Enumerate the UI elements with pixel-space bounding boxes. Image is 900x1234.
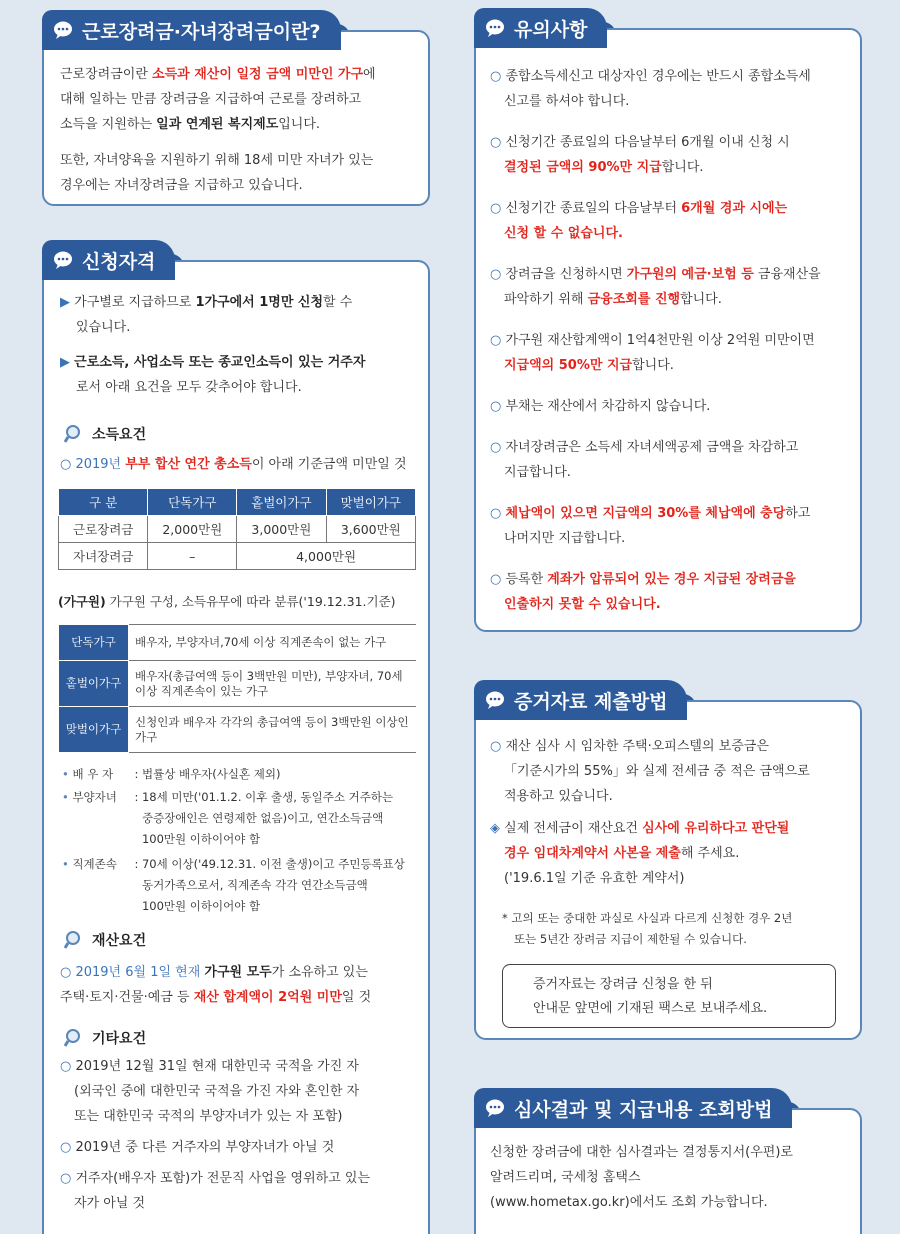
intro-paragraph-1: 근로장려금이란 소득과 재산이 일정 금액 미만인 가구에 대해 일하는 만큼 장려금을 지급하여 근로를 장려하고 소득을 지원하는 일과 연계된 복지제도입니다. xyxy=(60,67,376,132)
note-item: ○ 등록한 계좌가 압류되어 있는 경우 지급된 장려금을 인출하지 못할 수 있습니다. xyxy=(490,572,796,612)
table-cell: – xyxy=(148,543,237,570)
note-item: ○ 종합소득세신고 대상자인 경우에는 반드시 종합소득세 신고를 하셔야 합니다. xyxy=(490,69,811,109)
intro-title: 근로장려금·자녀장려금이란? xyxy=(42,10,341,50)
table-header: 맞벌이가구 xyxy=(326,489,415,516)
definition-item: • 부양자녀 : 18세 미만('01.1.2. 이후 출생, 동일주소 거주하는 중증장애인은 연령제한 없음)이고, 연간소득금액 100만원 이하이어야 함 xyxy=(62,790,394,846)
eligibility-title: 신청자격 xyxy=(42,240,175,280)
table-header: 홑벌이가구 xyxy=(237,489,326,516)
table-cell: 자녀장려금 xyxy=(59,543,148,570)
income-heading: 소득요건 xyxy=(64,424,146,444)
proof-footnote: * 고의 또는 중대한 과실로 사실과 다르게 신청한 경우 2년 또는 5년간 장려금 지급이 제한될 수 있습니다. xyxy=(502,911,793,946)
magnifier-icon xyxy=(64,930,84,950)
note-item: ○ 장려금을 신청하시면 가구원의 예금·보험 등 금융재산을 파악하기 위해 금융조회를 진행합니다. xyxy=(490,267,821,307)
list-item: ○ 2019년 12월 31일 현재 대한민국 국적을 가진 자 (외국인 중에 대한민국 국적을 가진 자와 혼인한 자 또는 대한민국 국적의 부양자녀가 있는 자 포함) xyxy=(60,1059,360,1124)
proof-panel xyxy=(474,690,862,1040)
table-cell: 2,000만원 xyxy=(148,516,237,543)
list-item: ○ 거주자(배우자 포함)가 전문직 사업을 영위하고 있는 자가 아닐 것 xyxy=(60,1171,371,1211)
speech-icon xyxy=(52,250,74,270)
table-cell: 3,000만원 xyxy=(237,516,326,543)
eligibility-bullet-2: ▶ 근로소득, 사업소득 또는 종교인소득이 있는 거주자 로서 아래 요건을 모두 갖추어야 합니다. xyxy=(60,355,366,395)
note-item: ○ 신청기간 종료일의 다음날부터 6개월 이내 신청 시 결정된 금액의 90%만 지급합니다. xyxy=(490,135,790,175)
etc-heading: 기타요건 xyxy=(64,1028,146,1048)
table-cell: 근로장려금 xyxy=(59,516,148,543)
note-item: ○ 자녀장려금은 소득세 자녀세액공제 금액을 차감하고 지급합니다. xyxy=(490,440,799,480)
proof-paragraph-1: ○ 재산 심사 시 임차한 주택·오피스텔의 보증금은 「기준시가의 55%」와 실제 전세금 중 적은 금액으로 적용하고 있습니다. xyxy=(490,739,810,804)
table-cell: 단독가구 xyxy=(59,625,129,661)
speech-icon xyxy=(484,690,506,710)
speech-icon xyxy=(484,18,506,38)
table-cell: 4,000만원 xyxy=(237,543,416,570)
proof-fax-box: 증거자료는 장려금 신청을 한 뒤 안내문 앞면에 기재된 팩스로 보내주세요. xyxy=(502,964,836,1028)
note-item: ○ 가구원 재산합계액이 1억4천만원 이상 2억원 미만이면 지급액의 50%만 지급합니다. xyxy=(490,333,815,373)
result-text: 신청한 장려금에 대한 심사결과는 결정통지서(우편)로 알려드리며, 국세청 홈택스 (www.hometax.go.kr)에서도 조회 가능합니다. xyxy=(490,1145,793,1210)
income-condition: ○ 2019년 부부 합산 연간 총소득이 아래 기준금액 미만일 것 xyxy=(60,457,407,472)
etc-conditions xyxy=(60,1054,420,1216)
speech-icon xyxy=(484,1098,506,1118)
result-title: 심사결과 및 지급내용 조회방법 xyxy=(474,1088,792,1128)
intro-panel xyxy=(42,20,430,206)
table-cell: 맞벌이가구 xyxy=(59,707,129,753)
note-item: ○ 부채는 재산에서 차감하지 않습니다. xyxy=(490,399,711,414)
eligibility-panel xyxy=(42,250,430,1234)
notes-panel xyxy=(474,18,862,632)
speech-icon xyxy=(52,20,74,40)
table-header: 단독가구 xyxy=(148,489,237,516)
income-table xyxy=(58,488,416,570)
definition-item: • 배 우 자 : 법률상 배우자(사실혼 제외) xyxy=(62,767,281,781)
result-panel xyxy=(474,1098,862,1234)
note-item: ○ 신청기간 종료일의 다음날부터 6개월 경과 시에는 신청 할 수 없습니다. xyxy=(490,201,788,241)
magnifier-icon xyxy=(64,1028,84,1048)
household-note: (가구원) 가구원 구성, 소득유무에 따라 분류('19.12.31.기준) xyxy=(58,594,396,609)
proof-title: 증거자료 제출방법 xyxy=(474,680,687,720)
table-cell: 배우자(총급여액 등이 3백만원 미만), 부양자녀, 70세 이상 직계존속이 있는 가구 xyxy=(129,661,417,707)
household-table xyxy=(58,624,416,753)
notes-list xyxy=(490,64,856,617)
table-cell: 배우자, 부양자녀,70세 이상 직계존속이 없는 가구 xyxy=(129,625,417,661)
table-cell: 신청인과 배우자 각각의 총급여액 등이 3백만원 이상인 가구 xyxy=(129,707,417,753)
definitions xyxy=(62,764,422,917)
list-item: ○ 2019년 중 다른 거주자의 부양자녀가 아닐 것 xyxy=(60,1140,335,1155)
asset-condition: ○ 2019년 6월 1일 현재 가구원 모두가 소유하고 있는 주택·토지·건물·예금 등 재산 합계액이 2억원 미만일 것 xyxy=(60,965,372,1005)
intro-paragraph-2: 또한, 자녀양육을 지원하기 위해 18세 미만 자녀가 있는 경우에는 자녀장려금을 지급하고 있습니다. xyxy=(60,153,374,193)
definition-item: • 직계존속 : 70세 이상('49.12.31. 이전 출생)이고 주민등록표상 동거가족으로서, 직계존속 각각 연간소득금액 100만원 이하이어야 함 xyxy=(62,857,405,913)
magnifier-icon xyxy=(64,424,84,444)
eligibility-bullet-1: ▶ 가구별로 지급하므로 1가구에서 1명만 신청할 수 있습니다. xyxy=(60,295,353,335)
note-item: ○ 체납액이 있으면 지급액의 30%를 체납액에 충당하고 나머지만 지급합니다. xyxy=(490,506,811,546)
asset-heading: 재산요건 xyxy=(64,930,146,950)
table-header: 구 분 xyxy=(59,489,148,516)
proof-paragraph-2: ◈ 실제 전세금이 재산요건 심사에 유리하다고 판단될 경우 임대차계약서 사본을 제출해 주세요. ('19.6.1일 기준 유효한 계약서) xyxy=(490,821,790,886)
notes-title: 유의사항 xyxy=(474,8,607,48)
table-cell: 3,600만원 xyxy=(326,516,415,543)
table-cell: 홑벌이가구 xyxy=(59,661,129,707)
